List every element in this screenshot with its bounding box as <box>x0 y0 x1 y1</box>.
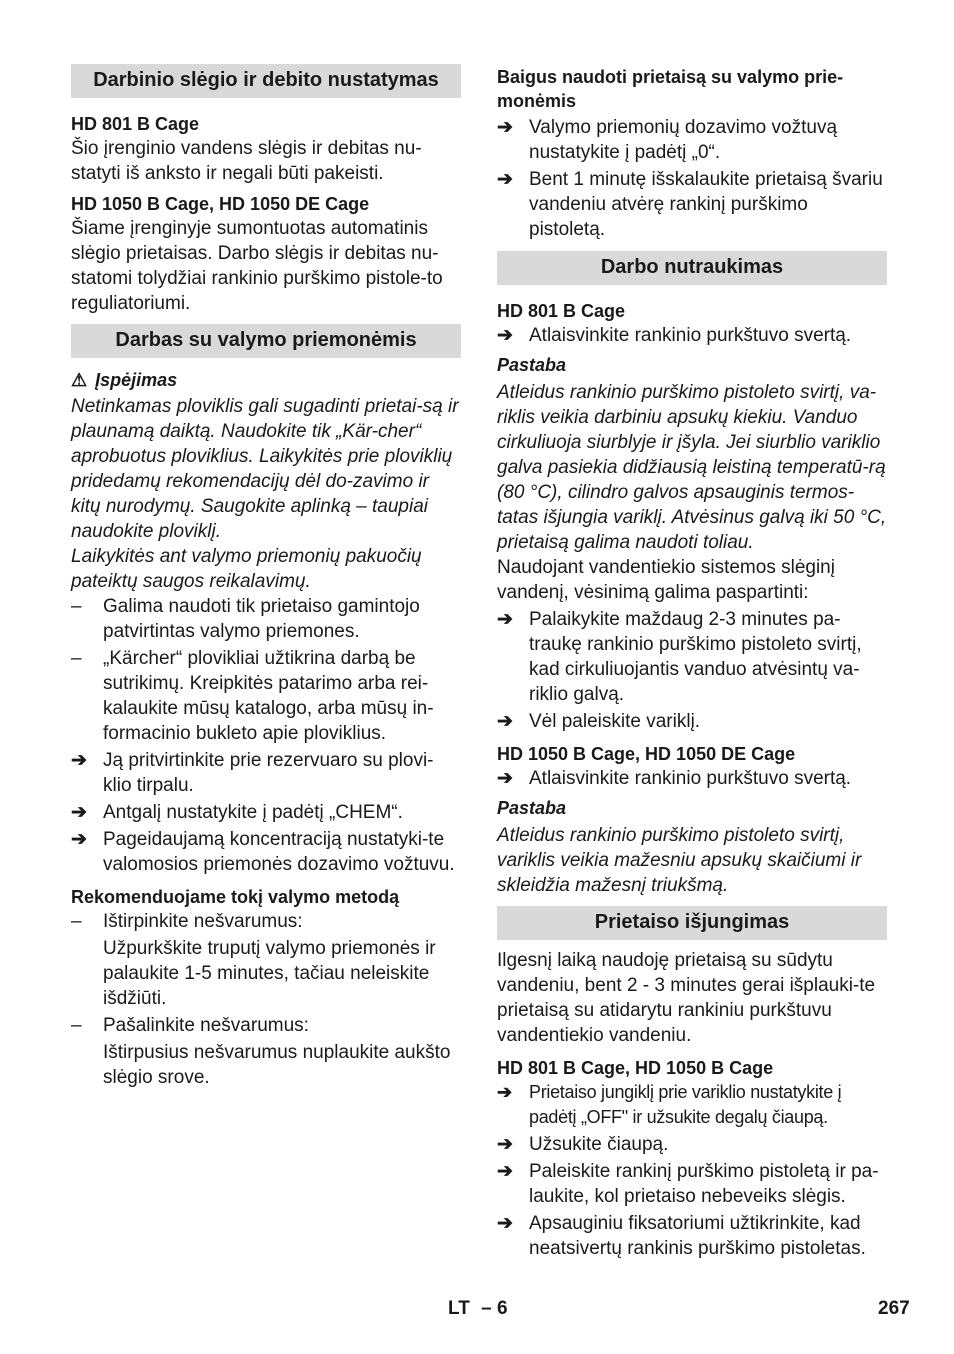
list-item-text: Pageidaujamą koncentraciją nustatyki-te valomosios priemonės dozavimo vožtuvu. <box>103 829 455 875</box>
warning-label: Įspėjimas <box>95 370 178 390</box>
arrow-icon: ➔ <box>497 325 513 346</box>
left-column <box>71 64 461 1090</box>
warning-text-2: Laikykitės ant valymo priemonių pakuočių pateiktų saugos reikalavimų. <box>71 546 422 592</box>
arrow-icon: ➔ <box>497 768 513 789</box>
list-item-text: „Kärcher“ plovikliai užtikrina darbą be sutrikimų. Kreipkitės patarimo arba rei-kalaukite mūsų katalogo, arba mūsų in-formacinio bukleto apie ploviklius. <box>103 648 434 744</box>
footer-language-page <box>448 1298 508 1320</box>
arrow-icon: ➔ <box>497 1134 513 1155</box>
list-item-text: Palaikykite maždaug 2-3 minutes pa-traukę rankinio purškimo pistoleto svirtį, kad cirkuliuojantis vanduo atvėsintų va-riklio galvą. <box>529 609 862 705</box>
list-item-text: Antgalį nustatykite į padėtį „CHEM“. <box>103 802 403 823</box>
list-item <box>497 167 887 242</box>
method-text: Užpurkškite truputį valymo priemonės ir palaukite 1-5 minutes, tačiau neleiskite išdžiūti. <box>103 938 436 1009</box>
list-item <box>497 115 887 165</box>
arrow-icon: ➔ <box>71 829 87 850</box>
model-heading-hd1050: HD 1050 B Cage, HD 1050 DE Cage <box>71 194 370 214</box>
list-item <box>71 748 461 798</box>
list-item-text: Ištirpinkite nešvarumus: <box>103 911 303 932</box>
arrow-icon: ➔ <box>497 169 513 190</box>
warning-icon: ⚠ <box>71 370 88 390</box>
list-item <box>497 1080 887 1130</box>
list-item <box>71 594 461 644</box>
section-heading-pressure: Darbinio slėgio ir debito nustatymas <box>71 64 461 98</box>
paragraph-shutdown: Ilgesnį laiką naudoję prietaisą su sūdytu vandeniu, bent 2 - 3 minutes gerai išplauki-te prietaisą su atidarytu rankiniu purkštuvu vandentiekio vandeniu. <box>497 950 876 1046</box>
after-use-heading: Baigus naudoti prietaisą su valymo prie-monėmis <box>497 67 844 111</box>
list-item <box>71 800 461 825</box>
page-number: 267 <box>878 1298 910 1319</box>
list-item <box>497 607 887 707</box>
list-item-text: Prietaiso jungiklį prie variklio nustatykite į padėtį „OFF" ir užsukite degalų čiaupą. <box>529 1082 842 1127</box>
paragraph-hd1050: Šiame įrenginyje sumontuotas automatinis slėgio prietaisas. Darbo slėgis ir debitas nu-statomi tolydžiai rankinio purškimo pistole-to reguliatoriumi. <box>71 218 443 314</box>
section-heading-shutdown: Prietaiso išjungimas <box>497 906 887 940</box>
paragraph-cooling: Naudojant vandentiekio sistemos slėginį vandenį, vėsinimą galima paspartinti: <box>497 557 835 603</box>
list-item-text: Pašalinkite nešvarumus: <box>103 1015 309 1036</box>
list-item <box>497 1159 887 1209</box>
list-item-text: Atlaisvinkite rankinio purkštuvo svertą. <box>529 768 852 789</box>
list-item-text: Atlaisvinkite rankinio purkštuvo svertą. <box>529 325 852 346</box>
list-item <box>497 1211 887 1261</box>
list-item <box>71 646 461 746</box>
arrow-icon: ➔ <box>71 802 87 823</box>
footer-section-page: – 6 <box>481 1298 508 1319</box>
dash-bullet: – <box>71 596 82 617</box>
warning-text: Netinkamas ploviklis gali sugadinti prietai-są ir plaunamą daiktą. Naudokite tik „Kär-cher“ aprobuotus ploviklius. Laikykitės prie ploviklių pridedamų rekomendacijų dėl do-zavimo ir kitų nurodymų. Saugokite aplinką – taupiai naudokite ploviklį. <box>71 396 459 542</box>
list-item <box>497 1132 887 1157</box>
dash-bullet: – <box>71 648 82 669</box>
list-item-text: Užsukite čiaupą. <box>529 1134 669 1155</box>
footer-language: LT <box>448 1298 470 1319</box>
list-item-text: Vėl paleiskite variklį. <box>529 711 701 732</box>
list-item-text: Ją pritvirtinkite prie rezervuaro su plovi-klio tirpalu. <box>103 750 434 796</box>
paragraph-hd801: Šio įrenginio vandens slėgis ir debitas nu-statyti iš anksto ir negali būti pakeisti. <box>71 138 422 184</box>
list-item-text: Paleiskite rankinį purškimo pistoletą ir pa-laukite, kol prietaiso nebeveiks slėgis. <box>529 1161 879 1207</box>
arrow-icon: ➔ <box>71 750 87 771</box>
arrow-icon: ➔ <box>497 117 513 138</box>
note-heading: Pastaba <box>497 355 567 375</box>
arrow-icon: ➔ <box>497 1213 513 1234</box>
list-item <box>71 827 461 877</box>
list-item <box>497 323 887 348</box>
list-item-text: Valymo priemonių dozavimo vožtuvą nustatykite į padėtį „0“. <box>529 117 838 163</box>
arrow-icon: ➔ <box>497 1082 512 1102</box>
list-item-text: Galima naudoti tik prietaiso gamintojo patvirtintas valymo priemones. <box>103 596 420 642</box>
warning-heading <box>71 368 461 392</box>
list-item <box>497 709 887 734</box>
arrow-icon: ➔ <box>497 711 513 732</box>
list-item <box>497 766 887 791</box>
right-column <box>497 65 887 1261</box>
arrow-icon: ➔ <box>497 609 513 630</box>
list-item <box>71 1013 461 1038</box>
list-item-text: Bent 1 minutę išskalaukite prietaisą švariu vandeniu atvėrę rankinį purškimo pistoletą. <box>529 169 883 240</box>
model-heading-shutdown: HD 801 B Cage, HD 1050 B Cage <box>497 1058 774 1078</box>
method-text: Ištirpusius nešvarumus nuplaukite aukšto slėgio srove. <box>103 1042 451 1088</box>
model-heading-hd801: HD 801 B Cage <box>71 114 200 134</box>
arrow-icon: ➔ <box>497 1161 513 1182</box>
dash-bullet: – <box>71 1015 82 1036</box>
dash-bullet: – <box>71 911 82 932</box>
method-heading: Rekomenduojame tokį valymo metodą <box>71 887 400 907</box>
note-heading: Pastaba <box>497 798 567 818</box>
note-text: Atleidus rankinio purškimo pistoleto svirtį, va-riklis veikia darbiniu apsukų kiekiu. Vanduo cirkuliuoja siurblyje ir įšyla. Jei siurblio variklio galva pasiekia didžiausią leistiną temperatū-rą (80 °C), cilindro galvos apsauginis termos-tatas išjungia variklį. Atvėsinus galvą iki 50 °C, prietaisą galima naudoti toliau. <box>497 382 887 553</box>
note-text: Atleidus rankinio purškimo pistoleto svirtį, variklis veikia mažesniu apsukų skaičiumi ir skleidžia mažesnį triukšmą. <box>497 825 862 896</box>
model-heading-hd1050: HD 1050 B Cage, HD 1050 DE Cage <box>497 744 796 764</box>
model-heading-hd801: HD 801 B Cage <box>497 301 626 321</box>
list-item <box>71 909 461 934</box>
list-item-text: Apsauginiu fiksatoriumi užtikrinkite, kad neatsivertų rankinis purškimo pistoletas. <box>529 1213 866 1259</box>
section-heading-interrupt: Darbo nutraukimas <box>497 251 887 285</box>
section-heading-detergent: Darbas su valymo priemonėmis <box>71 324 461 358</box>
